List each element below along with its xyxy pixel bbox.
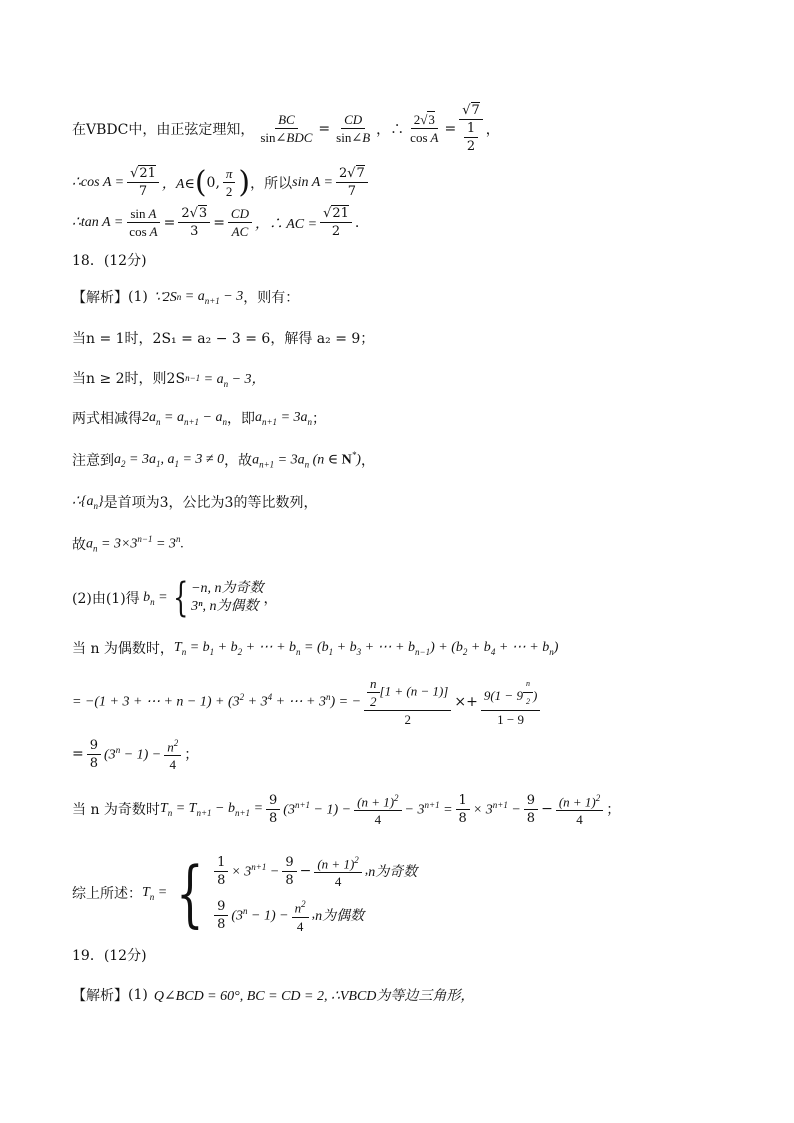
question-18-heading: 18．(12分) (72, 253, 147, 269)
tan-a-line: ∴tan A = $\frac{\text{sin A}}{\text{cos A}}$ = $\frac{2√3}{3}$ = $\frac{CD}{AC}$ ，∴ AC = $\frac{√21}{2}$ . (72, 206, 360, 239)
bn-definition-line: (2)由(1)得 $b_n$ = { −n, n为奇数 3ⁿ, n为偶数 ， (72, 575, 278, 621)
fraction-root7-half: $\frac{√7}{\frac{1}{2}}$ (459, 102, 483, 155)
fraction-2root3: $\frac{2√3}{\text{cos A}}$ (410, 112, 439, 145)
summary-line: 综上所述： $T_n$ = { $\frac{1}{8}$ × $3^{n+1}$ − $\frac{9}{8}$ − $\frac{(n + 1)^2}{4}$ , n为奇数 $\frac{9}{8}$ $(3^n - 1)$ − $\frac{n^2}{4}$ , n为偶数 (72, 851, 418, 936)
even-case-expansion: = −(1 + 3 + ⋯ + $n - 1) + (3^2 + 3^4$ + ⋯ + $3^n$) = − $\frac{n}{2}$ [1 + (n − 1)] 2 ×+ 9(1 − 9 $^{\frac{n}{2}}$ ) 1 − 9 (72, 675, 543, 728)
even-case-line: 当 n 为偶数时， $T_n = b_1 + b_2$ + ⋯ + $b_n = (b_1 + b_3$ + ⋯ + $b_{n-1}) + (b_2 + b_4$ + ⋯ + $b_n$) (72, 640, 559, 657)
solution-19-line: 【解析】 (1) Q∠BCD = 60°, BC = CD = 2, ∴VBCD为等边三角形， (72, 987, 475, 1004)
fraction-bc: $\frac{BC}{\text{sin∠BDC}}$ (260, 112, 313, 145)
an-formula-line: 故 $a_n = 3\times 3^{n-1} = 3^n$. (72, 534, 184, 554)
geometric-line: $\therefore\{a_n\}$ 是首项为3，公比为3的等比数列， (72, 494, 318, 511)
fraction-2root7-7: $\frac{2√7}{7}$ (336, 165, 368, 200)
fraction-cd: $\frac{CD}{\sin\angle B}$ (336, 112, 371, 145)
cos-a-line: ∴cos A = $\frac{√21}{7}$ ，A∈ ( 0, $\frac{\pi}{2}$ ) ，所以 sin A = $\frac{2√7}{7}$ (72, 165, 371, 200)
fraction-root21-7: $\frac{√21}{7}$ (127, 165, 159, 200)
even-case-result: = $\frac{9}{8}$ $(3^n - 1)$ − $\frac{n^2}{4}$ ； (72, 735, 198, 773)
odd-case-line: 当 n 为奇数时 $T_n = T_{n+1} - b_{n+1}$ = $\frac{9}{8}$ $(3^{n+1} - 1)$ − $\frac{(n + 1)^2}{4}$ − $3^{n+1}$ = $\frac{1}{8}$ × $3^{n+1}$ − $\frac{9}{8}$ − $\frac{(n + 1)^2}{4}$ ； (72, 790, 620, 828)
solution-part1-line: 【解析】 (1) ∵2S n = $a_{n+1} - 3$ ，则有： (72, 288, 300, 306)
case-n-1-line: 当n = 1时，2S₁ = a₂ − 3 = 6，解得 a₂ = 9； (72, 331, 375, 347)
law-of-sines-text: 在VBDC中，由正弦定理知， (72, 121, 255, 138)
subtract-line: 两式相减得 $2a_n = a_{n+1} - a_n$ ，即 $a_{n+1} = 3a_n$ ； (72, 409, 327, 427)
law-of-sines-line: 在VBDC中，由正弦定理知， $\frac{BC}{\text{sin∠BDC}}$ = $\frac{CD}{\sin\angle B}$ ，∴ $\frac{2√3}{\text{cos A}}$ = $\frac{√7}{\frac{1}{2}}$ ， (72, 103, 500, 154)
question-19-heading: 19．(12分) (72, 948, 147, 964)
case-n-ge-2-line: 当n ≥ 2时，则2S n−1 = $a_n - 3$， (72, 371, 266, 389)
note-line: 注意到 $a_2 = 3a_1$, $a_1 = 3 \ne 0$ ，故 $a_{n+1} = 3a_n$ (n ∈ N*) ， (72, 450, 375, 470)
